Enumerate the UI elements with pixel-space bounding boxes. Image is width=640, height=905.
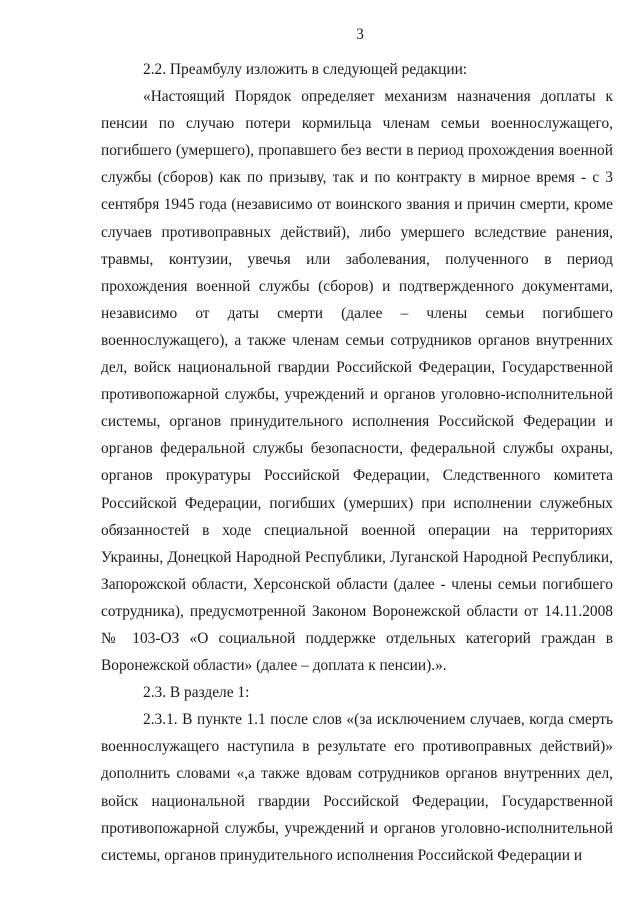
paragraph-2-3-heading: 2.3. В разделе 1:: [143, 684, 250, 702]
paragraph-2-3-1-text: 2.3.1. В пункте 1.1 после слов «(за исключением случаев, когда смерть военнослужащего наступила в результате его противоправных действий)» дополнить словами «,а также вдовам сотрудников органов внутренних дел, войск национальной гвардии Российской Федерации, Государственной противопожарной службы, учреждений и органов уголовно-исполнительной системы, органов принудительного исполнения Российской Федерации и: [101, 711, 613, 864]
page-number: 3: [356, 26, 364, 43]
paragraph-2-2-heading: 2.2. Преамбулу изложить в следующей редакции:: [143, 61, 468, 78]
paragraph-preamble-text: «Настоящий Порядок определяет механизм назначения доплаты к пенсии по случаю потери кормильца членам семьи военнослужащего, погибшего (умершего), пропавшего без вести в период прохождения военной службы (сборов) как по призыву, так и по контракту в мирное время - с 3 сентября 1945 года (независимо от воинского звания и причин смерти, кроме случаев противоправных действий), либо умершего вследствие ранения, травмы, контузии, увечья или заболевания, полученного в период прохождения военной службы (сборов) и подтвержденного документами, независимо от даты смерти (далее – члены семьи погибшего военнослужащего), а также членам семьи сотрудников органов внутренних дел, войск национальной гвардии Российской Федерации, Государственной противопожарной службы, учреждений и органов уголовно-исполнительной системы, органов принудительного исполнения Российской Федерации и органов федеральной службы безопасности, федеральной службы охраны, органов прокуратуры Российской Федерации, Следственного комитета Российской Федерации, погибших (умерших) при исполнении служебных обязанностей в ходе специальной военной операции на территориях Украины, Донецкой Народной Республики, Луганской Народной Республики, Запорожской области, Херсонской области (далее - члены семьи погибшего сотрудника), предусмотренной Законом Воронежской области от 14.11.2008 № 103-ОЗ «О социальной поддержке отдельных категорий граждан в Воронежской области» (далее – доплата к пенсии).».: [101, 88, 613, 675]
document-body: [101, 56, 613, 869]
